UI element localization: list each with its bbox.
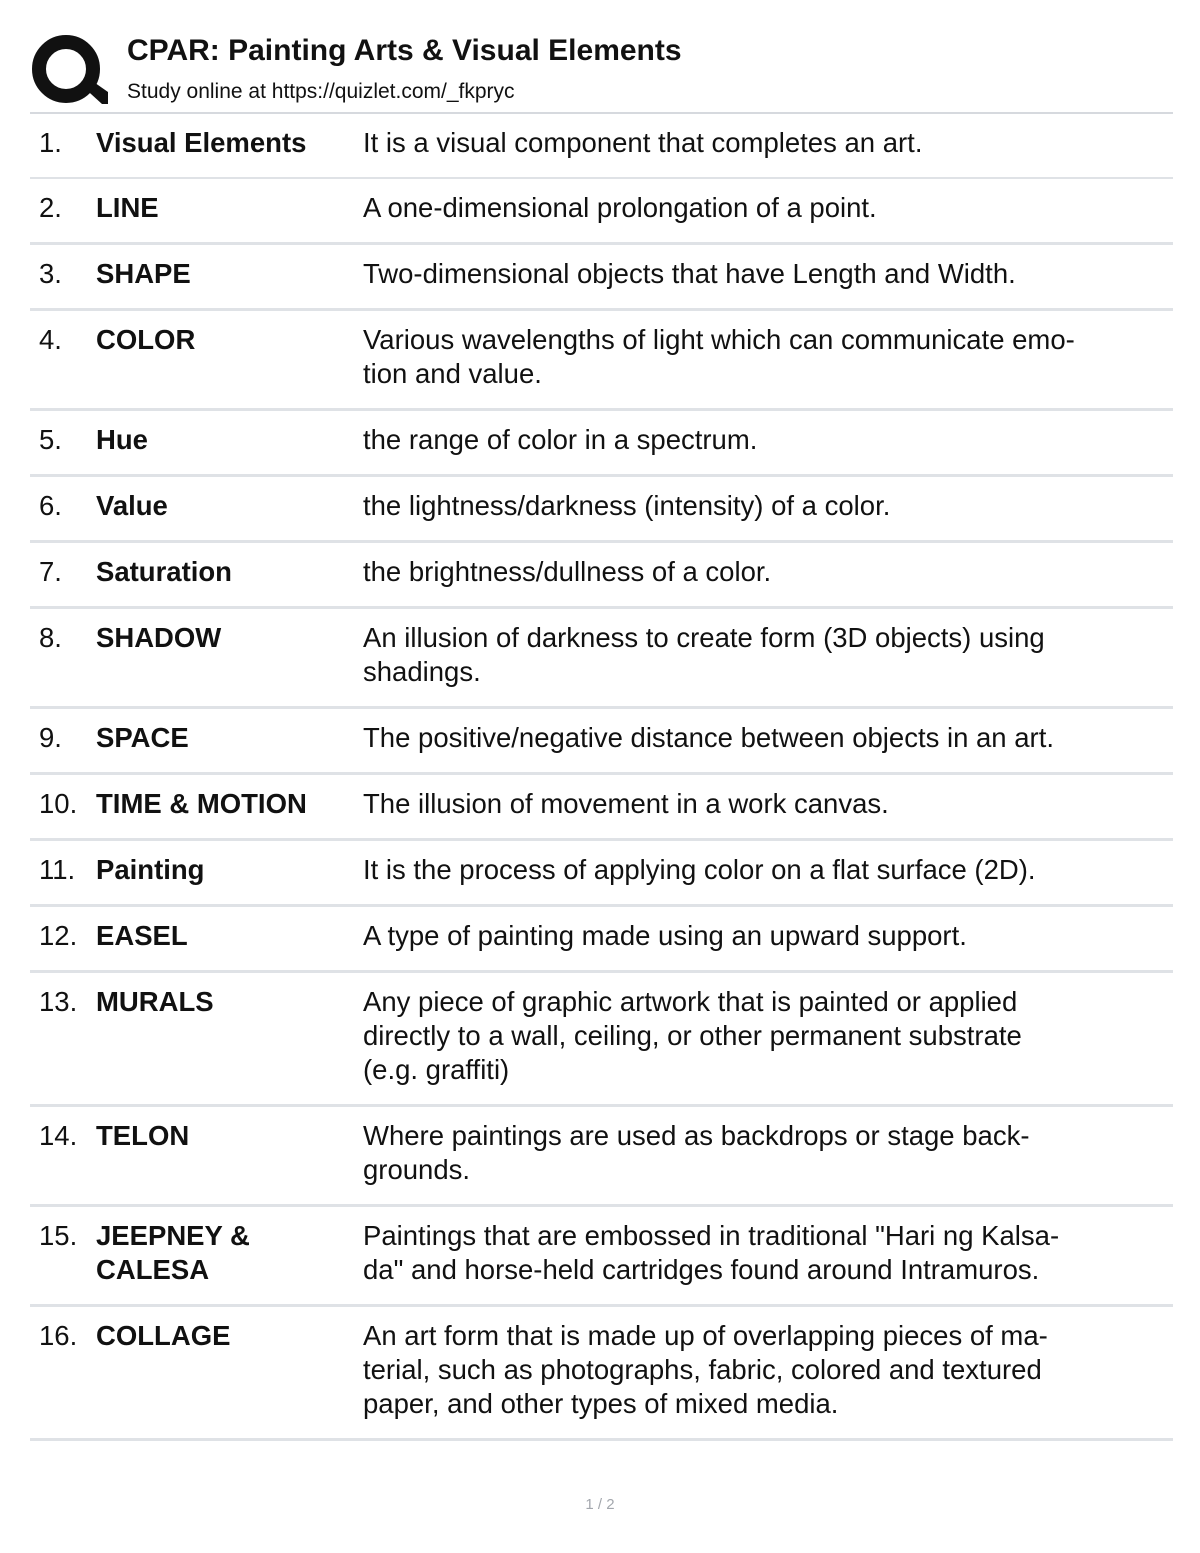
term-number: 8. (39, 622, 62, 653)
term-definition: A one-dimensional prolongation of a point. (363, 192, 877, 223)
term-name: Hue (96, 424, 148, 455)
term-number: 14. (39, 1120, 78, 1151)
term-number: 1. (39, 127, 62, 158)
term-name: Visual Elements (96, 127, 307, 158)
term-number: 6. (39, 490, 62, 521)
quizlet-q-logo-icon (30, 32, 108, 106)
term-definition: A type of painting made using an upward support. (363, 920, 967, 951)
term-name: TELON (96, 1120, 190, 1151)
term-row (30, 841, 1173, 907)
term-definition: Any piece of graphic artwork that is painted or applied directly to a wall, ceiling, or other permanent substrate (e.g. graffiti) (363, 986, 1022, 1085)
term-name: EASEL (96, 920, 188, 951)
term-row (30, 311, 1173, 411)
page-number: 1 / 2 (585, 1496, 615, 1513)
term-name: LINE (96, 192, 159, 223)
term-row (30, 543, 1173, 609)
term-number: 13. (39, 986, 78, 1017)
term-name: COLOR (96, 324, 196, 355)
term-row (30, 1207, 1173, 1307)
term-row (30, 477, 1173, 543)
term-name: MURALS (96, 986, 214, 1017)
term-number: 16. (39, 1320, 78, 1351)
term-number: 5. (39, 424, 62, 455)
page-title: CPAR: Painting Arts & Visual Elements (127, 34, 682, 67)
term-row (30, 179, 1173, 245)
term-definition: The positive/negative distance between objects in an art. (363, 722, 1054, 753)
term-definition: the lightness/darkness (intensity) of a color. (363, 490, 891, 521)
term-number: 2. (39, 192, 62, 223)
term-definition: Various wavelengths of light which can communicate emo- tion and value. (363, 324, 1075, 389)
term-definition: An art form that is made up of overlapping pieces of ma- terial, such as photographs, fabric, colored and textured paper, and other types of mixed media. (363, 1320, 1048, 1419)
term-name: Value (96, 490, 168, 521)
term-row (30, 973, 1173, 1107)
term-name: TIME & MOTION (96, 788, 307, 819)
term-name: SPACE (96, 722, 189, 753)
term-row (30, 709, 1173, 775)
term-row (30, 114, 1173, 179)
term-name: Saturation (96, 556, 232, 587)
term-number: 12. (39, 920, 78, 951)
document-header (30, 28, 1175, 112)
term-row (30, 775, 1173, 841)
term-name: SHADOW (96, 622, 222, 653)
term-row (30, 411, 1173, 477)
term-number: 7. (39, 556, 62, 587)
term-definition: It is the process of applying color on a flat surface (2D). (363, 854, 1036, 885)
term-row (30, 609, 1173, 709)
term-definition: The illusion of movement in a work canvas. (363, 788, 889, 819)
term-name: Painting (96, 854, 205, 885)
term-number: 3. (39, 258, 62, 289)
term-definition: Two-dimensional objects that have Length and Width. (363, 258, 1016, 289)
term-name: SHAPE (96, 258, 191, 289)
term-row (30, 245, 1173, 311)
term-list (30, 114, 1173, 1441)
term-definition: the brightness/dullness of a color. (363, 556, 772, 587)
term-definition: Where paintings are used as backdrops or stage back- grounds. (363, 1120, 1030, 1185)
study-link-text: Study online at https://quizlet.com/_fkpryc (127, 80, 515, 103)
term-number: 10. (39, 788, 78, 819)
term-row (30, 907, 1173, 973)
term-row (30, 1307, 1173, 1441)
term-number: 4. (39, 324, 62, 355)
term-name: COLLAGE (96, 1320, 231, 1351)
term-number: 15. (39, 1220, 78, 1251)
term-row (30, 1107, 1173, 1207)
term-number: 9. (39, 722, 62, 753)
term-definition: An illusion of darkness to create form (3D objects) using shadings. (363, 622, 1045, 687)
term-definition: It is a visual component that completes an art. (363, 127, 923, 158)
term-definition: the range of color in a spectrum. (363, 424, 758, 455)
term-definition: Paintings that are embossed in traditional "Hari ng Kalsa- da" and horse-held cartridges found around Intramuros. (363, 1220, 1060, 1285)
term-number: 11. (39, 854, 76, 885)
term-name: JEEPNEY & CALESA (96, 1220, 250, 1285)
